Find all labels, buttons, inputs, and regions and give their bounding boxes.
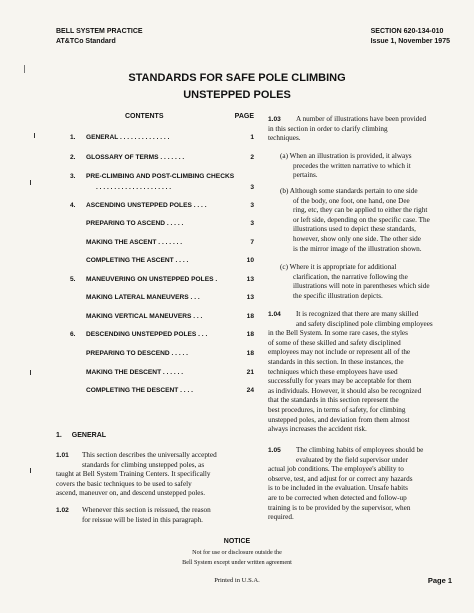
toc-entry-page: 7 (250, 239, 254, 246)
paragraph-line: techniques which these employees have used (268, 367, 398, 376)
toc-entry-label: MAKING VERTICAL MANEUVERS . . . (86, 313, 203, 320)
paragraph-line: that the standards in this section represent the (268, 396, 399, 405)
toc-subentry[interactable] (56, 350, 254, 360)
notice-title: NOTICE (223, 538, 251, 545)
paragraph-line: in the Bell System. In some rare cases, the styles (268, 329, 408, 338)
document-header-right (371, 27, 450, 47)
paragraph-number: 1.02 (56, 507, 69, 514)
toc-entry-label: COMPLETING THE ASCENT . . . . (86, 257, 189, 264)
toc-entry-label: MANEUVERING ON UNSTEPPED POLES . (86, 276, 218, 283)
paragraph-1-05 (268, 446, 458, 523)
margin-mark (30, 370, 31, 375)
toc-header (56, 113, 254, 125)
subparagraph-b (280, 187, 458, 254)
subparagraph-a (280, 152, 458, 181)
paragraph-line: (c) Where it is appropriate for additional (280, 263, 397, 271)
paragraph-line: standards for climbing unstepped poles, as (82, 460, 205, 469)
paragraph-line: evaluated by the field supervisor under (296, 455, 408, 464)
paragraph-1-03 (268, 115, 458, 144)
paragraph-line: best procedures, in terms of safety, for climbing (268, 405, 406, 414)
paragraph-line: covers the basic techniques to be used to safely (56, 479, 192, 488)
paragraph-1-01 (56, 451, 254, 499)
paragraph-line: observe, test, and adjust for or correct any hazards (268, 474, 413, 483)
paragraph-line: The climbing habits of employees should be (296, 446, 424, 454)
document-subtitle: UNSTEPPED POLES (183, 89, 291, 101)
section-number: 1. (56, 432, 62, 439)
paragraph-line: is the mirror image of the illustration shown. (293, 244, 422, 253)
toc-entry-label: COMPLETING THE DESCENT . . . . (86, 387, 193, 394)
paragraph-line: It is recognized that there are many skilled (296, 310, 419, 318)
paragraph-line: (a) When an illustration is provided, it always (280, 152, 412, 160)
paragraph-1-04 (268, 310, 458, 435)
page-column-label: PAGE (234, 113, 254, 120)
toc-entry-label: DESCENDING UNSTEPPED POLES . . . (86, 331, 208, 338)
paragraph-line: This section describes the universally accepted (82, 451, 217, 459)
toc-subentry[interactable] (56, 294, 254, 304)
paragraph-line: required. (268, 513, 294, 522)
toc-entry-label: GLOSSARY OF TERMS . . . . . . . (86, 154, 185, 161)
toc-entry-page: 13 (246, 294, 254, 301)
toc-entry-page: 13 (246, 276, 254, 283)
paragraph-line: pertains. (293, 171, 318, 180)
paragraph-line: training is to be provided by the supervisor, when (268, 503, 411, 512)
paragraph-line: Whenever this section is reissued, the reason (82, 506, 211, 514)
printed-in-label: Printed in U.S.A. (214, 577, 260, 584)
toc-entry[interactable] (56, 154, 254, 164)
paragraph-line: standards in this section. In these instances, the (268, 357, 404, 366)
paragraph-line: of some of these skilled and safety disciplined (268, 338, 401, 347)
document-header-left (56, 27, 143, 47)
toc-entry-page: 10 (246, 257, 254, 264)
paragraph-line: employees may not include or represent all of the (268, 348, 411, 357)
toc-entry-page: 24 (246, 387, 254, 394)
section-heading (56, 432, 106, 439)
paragraph-line: is to be included in the evaluation. Unsafe habits (268, 484, 408, 493)
toc-entry-number: 6. (70, 331, 76, 338)
document-title: STANDARDS FOR SAFE POLE CLIMBING (128, 72, 346, 84)
paragraph-line: or left side, depending on the specific case. The (293, 215, 430, 224)
toc-entry-label: . . . . . . . . . . . . . . . . . . . . . (96, 184, 172, 191)
toc-entry-page: 21 (246, 369, 254, 376)
toc-subentry[interactable] (56, 387, 254, 397)
toc-entry[interactable] (56, 134, 254, 144)
notice-line: Not for use or disclosure outside the (192, 549, 282, 556)
toc-entry-label: PRE-CLIMBING AND POST-CLIMBING CHECKS (86, 173, 235, 180)
section-number: SECTION 620-134-010 (370, 28, 444, 35)
paragraph-line: ring, etc, they can be applied to either the right (293, 206, 428, 215)
toc-entry-page: 3 (250, 220, 254, 227)
paragraph-line: for reissue will be listed in this paragraph. (82, 515, 203, 524)
contents-label: CONTENTS (125, 113, 164, 120)
toc-entry-page: 1 (250, 134, 254, 141)
paragraph-line: A number of illustrations have been provided (296, 115, 427, 123)
toc-subentry[interactable] (56, 257, 254, 267)
toc-entry-continuation[interactable] (56, 184, 254, 194)
toc-entry-page: 18 (246, 313, 254, 320)
paragraph-line: however, show only one side. The other side (293, 234, 421, 243)
toc-entry-number: 1. (70, 134, 76, 141)
toc-entry-label: MAKING LATERAL MANEUVERS . . . (86, 294, 200, 301)
standard-label: AT&TCo Standard (56, 38, 116, 45)
paragraph-line: in this section in order to clarify climbing (268, 124, 388, 133)
paragraph-line: techniques. (268, 134, 301, 143)
toc-subentry[interactable] (56, 369, 254, 379)
paragraph-line: (b) Although some standards pertain to one side (280, 187, 418, 195)
subparagraph-c (280, 263, 458, 301)
paragraph-line: as individuals. However, it should also be recognized (268, 386, 422, 395)
toc-entry-page: 18 (246, 331, 254, 338)
toc-entry-label: MAKING THE DESCENT . . . . . . (86, 369, 184, 376)
paragraph-line: are to be corrected when detected and follow-up (268, 493, 407, 502)
paragraph-line: unstepped poles, and deviation from them almost (268, 415, 410, 424)
toc-entry[interactable] (56, 202, 254, 212)
paragraph-1-02 (56, 506, 254, 525)
section-title: GENERAL (71, 432, 107, 439)
toc-entry-number: 2. (70, 154, 76, 161)
toc-entry-label: PREPARING TO ASCEND . . . . . (86, 220, 184, 227)
paragraph-line: illustrations used to depict these standards, (293, 225, 416, 234)
margin-mark (30, 180, 31, 185)
toc-entry-number: 5. (70, 276, 76, 283)
issue-date: Issue 1, November 1975 (370, 38, 450, 45)
toc-entry[interactable] (56, 331, 254, 341)
paragraph-number: 1.03 (268, 116, 281, 123)
toc-entry-label: PREPARING TO DESCEND . . . . . (86, 350, 188, 357)
toc-entry-number: 3. (70, 173, 76, 180)
paragraph-number: 1.04 (268, 311, 281, 318)
paragraph-line: ascend, maneuver on, and descend unstepped poles. (56, 489, 206, 498)
toc-entry-page: 3 (250, 202, 254, 209)
toc-entry-label: ASCENDING UNSTEPPED POLES . . . . (86, 202, 207, 209)
paragraph-line: the specific illustration depicts. (293, 291, 383, 300)
paragraph-number: 1.01 (56, 452, 69, 459)
margin-mark (34, 133, 35, 138)
toc-subentry[interactable] (56, 313, 254, 323)
toc-entry[interactable] (56, 276, 254, 286)
paragraph-line: of the body, one foot, one hand, one Dee (293, 196, 410, 205)
margin-mark (30, 468, 31, 473)
margin-mark (24, 65, 25, 73)
toc-entry-label: GENERAL . . . . . . . . . . . . . . (86, 134, 170, 141)
toc-entry-page: 3 (250, 184, 254, 191)
table-of-contents (56, 113, 254, 394)
paragraph-line: always increases the accident risk. (268, 425, 367, 434)
toc-entry-page: 2 (250, 154, 254, 161)
notice-line: Bell System except under written agreement (182, 559, 292, 566)
paragraph-line: precedes the written narrative to which it (293, 161, 411, 170)
toc-entry[interactable] (56, 173, 254, 183)
toc-entry-page: 18 (246, 350, 254, 357)
paragraph-line: actual job conditions. The employee's ability to (268, 465, 404, 474)
paragraph-line: successfully for years may be acceptable for them (268, 377, 412, 386)
toc-subentry[interactable] (56, 239, 254, 249)
paragraph-line: illustrations will note in parentheses which side (293, 282, 430, 291)
paragraph-line: and safety disciplined pole climbing employees (296, 319, 433, 328)
toc-subentry[interactable] (56, 220, 254, 230)
toc-entry-label: MAKING THE ASCENT . . . . . . . (86, 239, 183, 246)
paragraph-line: taught at Bell System Training Centers. It specifically (56, 470, 211, 479)
paragraph-number: 1.05 (268, 447, 281, 454)
paragraph-line: clarification, the narrative following the (293, 272, 408, 281)
toc-entry-number: 4. (70, 202, 76, 209)
page-number: Page 1 (427, 576, 452, 585)
practice-label: BELL SYSTEM PRACTICE (56, 28, 143, 35)
